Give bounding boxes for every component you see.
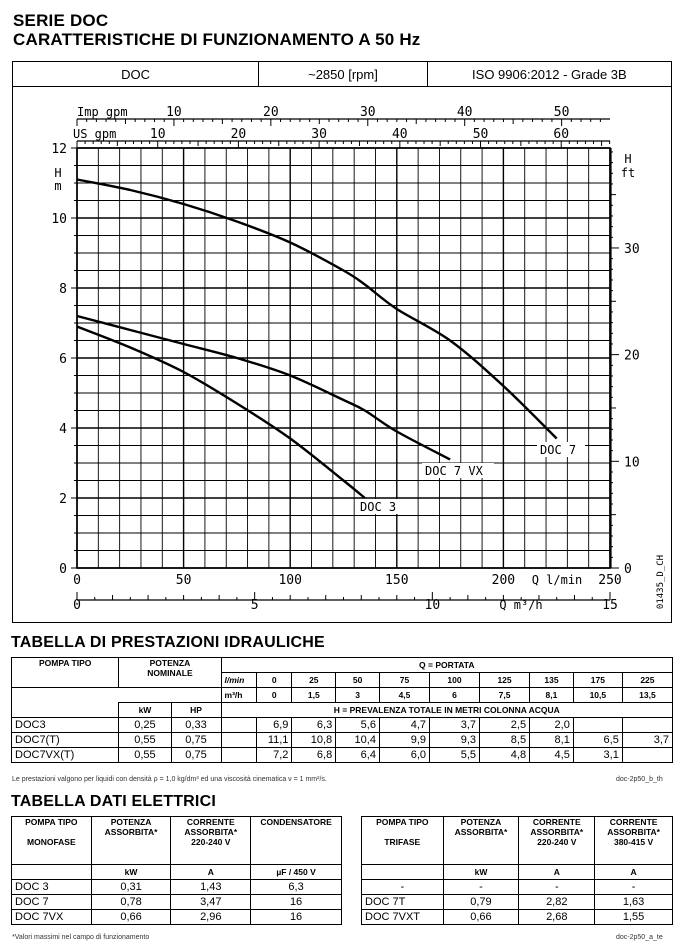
table-cell: 3,1 bbox=[573, 748, 622, 763]
ft-tick-label: 10 bbox=[624, 455, 640, 471]
hyd-q-lmin: 75 bbox=[379, 673, 429, 688]
hyd-q-m3h: 7,5 bbox=[480, 688, 530, 703]
table-cell: 8,1 bbox=[530, 733, 574, 748]
tri-power-l2: ASSORBITA* bbox=[454, 827, 508, 837]
imp-gpm-label: Imp gpm bbox=[77, 105, 128, 119]
table-cell: 11,1 bbox=[256, 733, 291, 748]
ft-zero-label: 0 bbox=[624, 562, 632, 577]
header-model: DOC bbox=[13, 62, 259, 86]
chart-curves bbox=[77, 180, 557, 499]
ft-axis-label-ft: ft bbox=[620, 166, 636, 180]
hyd-q-m3h: 1,5 bbox=[292, 688, 336, 703]
tri-power-l1: POTENZA bbox=[460, 817, 502, 827]
mono-col-cap: CONDENSATORE bbox=[251, 817, 342, 865]
table-cell: 2,82 bbox=[519, 895, 595, 910]
tri-current1-l1: CORRENTE bbox=[532, 817, 581, 827]
hyd-q-lmin: 0 bbox=[256, 673, 291, 688]
table-cell: - bbox=[362, 880, 444, 895]
tri-unit-kw: kW bbox=[443, 865, 519, 880]
m3h-tick-label: 0 bbox=[73, 598, 81, 613]
x-tick-label: 100 bbox=[278, 573, 302, 588]
table-cell: 6,9 bbox=[256, 718, 291, 733]
tri-pump-sub: TRIFASE bbox=[384, 837, 421, 847]
us-gpm-tick-label: 20 bbox=[230, 127, 247, 142]
m3h-tick-label: 5 bbox=[250, 598, 259, 613]
table-cell: 0,33 bbox=[171, 718, 221, 733]
mono-pump-sub: MONOFASE bbox=[27, 837, 76, 847]
hyd-q-m3h: 10,5 bbox=[573, 688, 622, 703]
electrical-mono-table bbox=[11, 816, 342, 925]
hyd-unit-kw: kW bbox=[119, 703, 171, 718]
m3h-axis-label: Q m³/h bbox=[499, 598, 543, 612]
table-cell: 5,5 bbox=[430, 748, 480, 763]
table-cell: 5,6 bbox=[336, 718, 380, 733]
imp-gpm-tick-label: 30 bbox=[359, 105, 376, 120]
x-tick-label: 250 bbox=[598, 573, 622, 588]
electrical-note: *Valori massimi nel campo di funzionamento bbox=[12, 934, 150, 941]
table-cell: 4,8 bbox=[480, 748, 530, 763]
y-tick-label: 12 bbox=[51, 142, 67, 157]
tri-col-power bbox=[443, 817, 519, 865]
ft-tick-label: 20 bbox=[624, 348, 640, 364]
hyd-q-lmin: 100 bbox=[430, 673, 480, 688]
curve-doc-3 bbox=[77, 327, 365, 499]
x-tick-label: 200 bbox=[491, 573, 516, 588]
table-cell: 6,3 bbox=[292, 718, 336, 733]
tri-current1-v: 220-240 V bbox=[537, 837, 577, 847]
tri-current2-l1: CORRENTE bbox=[609, 817, 658, 827]
mono-current-l2: ASSORBITA* bbox=[184, 827, 238, 837]
hydraulic-note: Le prestazioni valgono per liquidi con densità ρ = 1,0 kg/dm³ ed una viscosità cinematica ν = 1 mm²/s. bbox=[12, 776, 327, 783]
table-cell: 1,55 bbox=[595, 910, 673, 925]
table-cell: 6,3 bbox=[251, 880, 342, 895]
table-cell: 6,8 bbox=[292, 748, 336, 763]
table-cell bbox=[622, 748, 672, 763]
hyd-q-lmin: 25 bbox=[292, 673, 336, 688]
table-cell: 3,7 bbox=[622, 733, 672, 748]
mono-power-l1: POTENZA bbox=[110, 817, 152, 827]
y-tick-label: 10 bbox=[51, 212, 67, 227]
table-cell: 0,79 bbox=[443, 895, 519, 910]
hyd-q-lmin: 175 bbox=[573, 673, 622, 688]
hyd-q-m3h: 13,5 bbox=[622, 688, 672, 703]
hyd-unit-hp: HP bbox=[171, 703, 221, 718]
table-cell: DOC7VX(T) bbox=[12, 748, 119, 763]
table-cell: 0,78 bbox=[91, 895, 171, 910]
curve-doc-7-vx bbox=[77, 316, 450, 460]
table-cell: 2,68 bbox=[519, 910, 595, 925]
tri-unit-a1: A bbox=[519, 865, 595, 880]
hyd-q-lmin: 50 bbox=[336, 673, 380, 688]
table-cell: 7,2 bbox=[256, 748, 291, 763]
table-cell: 10,4 bbox=[336, 733, 380, 748]
table-cell: 0,66 bbox=[443, 910, 519, 925]
y-axis-label-h: H bbox=[54, 166, 62, 180]
mono-col-pump bbox=[12, 817, 92, 865]
x-tick-label: 150 bbox=[385, 573, 409, 588]
table-cell: 6,4 bbox=[336, 748, 380, 763]
imp-gpm-tick-label: 20 bbox=[263, 105, 279, 120]
hyd-col-pump: POMPA TIPO bbox=[12, 658, 119, 688]
us-gpm-tick-label: 40 bbox=[391, 127, 408, 142]
table-row bbox=[12, 748, 673, 763]
table-cell: 0,66 bbox=[91, 910, 171, 925]
x-tick-label: 0 bbox=[73, 573, 81, 588]
hyd-q-m3h: 8,1 bbox=[530, 688, 574, 703]
ft-axis-label-h: H bbox=[624, 152, 632, 166]
electrical-code: doc-2p50_a_te bbox=[616, 934, 663, 941]
electrical-heading: TABELLA DATI ELETTRICI bbox=[11, 793, 216, 810]
hyd-q-lmin: 225 bbox=[622, 673, 672, 688]
table-cell: 9,9 bbox=[379, 733, 429, 748]
y-tick-label: 4 bbox=[59, 422, 67, 437]
imp-gpm-tick-label: 10 bbox=[166, 105, 182, 120]
mono-unit-a: A bbox=[171, 865, 251, 880]
hydraulic-code: doc-2p50_b_th bbox=[616, 776, 663, 783]
hyd-q-lmin: 135 bbox=[530, 673, 574, 688]
hyd-power-line1: POTENZA bbox=[149, 658, 191, 668]
curve-label: DOC 3 bbox=[360, 500, 397, 514]
x-axis-label: Q l/min bbox=[531, 573, 583, 587]
hydraulic-heading: TABELLA DI PRESTAZIONI IDRAULICHE bbox=[11, 634, 325, 651]
tri-pump-label: POMPA TIPO bbox=[376, 817, 429, 827]
table-cell: DOC 7VX bbox=[12, 910, 92, 925]
table-cell: DOC 7VXT bbox=[362, 910, 444, 925]
table-cell bbox=[221, 733, 256, 748]
table-cell: - bbox=[595, 880, 673, 895]
us-gpm-tick-label: 10 bbox=[149, 127, 166, 142]
table-cell: 0,75 bbox=[171, 748, 221, 763]
hyd-q-m3h: 3 bbox=[336, 688, 380, 703]
mono-power-l2: ASSORBITA* bbox=[104, 827, 158, 837]
mono-unit-cap: µF / 450 V bbox=[251, 865, 342, 880]
x-tick-label: 50 bbox=[175, 573, 192, 588]
mono-col-current bbox=[171, 817, 251, 865]
table-cell: 0,55 bbox=[119, 748, 171, 763]
table-row bbox=[12, 718, 673, 733]
y-tick-label: 8 bbox=[59, 282, 67, 297]
chart-axes bbox=[71, 119, 622, 600]
table-cell bbox=[221, 748, 256, 763]
side-code: 01435_D_CH bbox=[656, 554, 666, 610]
hyd-q-m3h: 0 bbox=[256, 688, 291, 703]
table-cell: 2,5 bbox=[480, 718, 530, 733]
table-cell: 16 bbox=[251, 895, 342, 910]
mono-col-power bbox=[91, 817, 171, 865]
table-cell: DOC7(T) bbox=[12, 733, 119, 748]
table-row bbox=[12, 910, 342, 925]
table-cell: 2,0 bbox=[530, 718, 574, 733]
y-tick-label: 2 bbox=[59, 492, 67, 507]
hyd-unit-lmin: l/min bbox=[221, 673, 256, 688]
imp-gpm-tick-label: 50 bbox=[553, 105, 570, 120]
tri-current1-l2: ASSORBITA* bbox=[530, 827, 584, 837]
table-row bbox=[12, 895, 342, 910]
tri-current2-l2: ASSORBITA* bbox=[607, 827, 660, 837]
tri-unit-a2: A bbox=[595, 865, 673, 880]
hyd-q-m3h: 4,5 bbox=[379, 688, 429, 703]
table-row bbox=[362, 910, 673, 925]
hyd-col-power bbox=[119, 658, 221, 688]
table-row bbox=[12, 733, 673, 748]
table-cell: 4,5 bbox=[530, 748, 574, 763]
ft-tick-label: 30 bbox=[624, 241, 640, 257]
hyd-power-line2: NOMINALE bbox=[147, 668, 193, 678]
table-row bbox=[362, 880, 673, 895]
title-line2: CARATTERISTICHE DI FUNZIONAMENTO A 50 Hz bbox=[13, 30, 421, 49]
hyd-q-lmin: 125 bbox=[480, 673, 530, 688]
m3h-tick-label: 15 bbox=[602, 598, 618, 613]
table-cell: 8,5 bbox=[480, 733, 530, 748]
mono-current-l1: CORRENTE bbox=[186, 817, 235, 827]
table-cell: 0,75 bbox=[171, 733, 221, 748]
tri-col-pump bbox=[362, 817, 444, 865]
y-axis-label-m: m bbox=[54, 179, 62, 193]
table-cell: 10,8 bbox=[292, 733, 336, 748]
table-cell bbox=[221, 718, 256, 733]
header-speed: ~2850 [rpm] bbox=[259, 62, 427, 86]
table-cell: DOC 7 bbox=[12, 895, 92, 910]
mono-pump-label: POMPA TIPO bbox=[25, 817, 78, 827]
imp-gpm-tick-label: 40 bbox=[456, 105, 473, 120]
us-gpm-tick-label: 60 bbox=[553, 127, 570, 142]
table-cell: 1,63 bbox=[595, 895, 673, 910]
table-cell: 3,7 bbox=[430, 718, 480, 733]
table-cell: DOC 3 bbox=[12, 880, 92, 895]
table-cell: DOC3 bbox=[12, 718, 119, 733]
mono-current-v: 220-240 V bbox=[191, 837, 231, 847]
table-cell: 4,7 bbox=[379, 718, 429, 733]
title-line1: SERIE DOC bbox=[13, 11, 109, 30]
table-cell: 0,31 bbox=[91, 880, 171, 895]
table-cell: DOC 7T bbox=[362, 895, 444, 910]
table-cell: 3,47 bbox=[171, 895, 251, 910]
table-cell: - bbox=[443, 880, 519, 895]
tri-col-current2 bbox=[595, 817, 673, 865]
table-cell: 1,43 bbox=[171, 880, 251, 895]
table-cell: 0,25 bbox=[119, 718, 171, 733]
m3h-tick-label: 10 bbox=[424, 598, 441, 613]
table-cell: 6,0 bbox=[379, 748, 429, 763]
table-row bbox=[362, 895, 673, 910]
us-gpm-tick-label: 50 bbox=[472, 127, 489, 142]
table-cell: 9,3 bbox=[430, 733, 480, 748]
hyd-q-m3h: 6 bbox=[430, 688, 480, 703]
us-gpm-tick-label: 30 bbox=[311, 127, 327, 142]
hyd-h-label: H = PREVALENZA TOTALE IN METRI COLONNA ACQUA bbox=[221, 703, 672, 718]
y-tick-label: 6 bbox=[59, 352, 67, 367]
hyd-unit-m3h: m³/h bbox=[221, 688, 256, 703]
electrical-tri-table bbox=[361, 816, 673, 925]
tri-col-current1 bbox=[519, 817, 595, 865]
y-tick-label: 0 bbox=[59, 562, 67, 577]
table-cell: 0,55 bbox=[119, 733, 171, 748]
table-cell: 16 bbox=[251, 910, 342, 925]
hyd-col-q: Q = PORTATA bbox=[221, 658, 672, 673]
chart-labels bbox=[51, 105, 666, 613]
table-cell: 6,5 bbox=[573, 733, 622, 748]
table-cell bbox=[573, 718, 622, 733]
us-gpm-label: US gpm bbox=[73, 127, 117, 141]
hydraulic-table bbox=[11, 657, 673, 763]
table-row bbox=[12, 880, 342, 895]
curve-label: DOC 7 bbox=[540, 443, 577, 457]
table-cell bbox=[622, 718, 672, 733]
curve-label: DOC 7 VX bbox=[425, 464, 483, 478]
table-cell: 2,96 bbox=[171, 910, 251, 925]
header-standard: ISO 9906:2012 - Grade 3B bbox=[472, 66, 627, 82]
mono-unit-kw: kW bbox=[91, 865, 171, 880]
tri-current2-v: 380-415 V bbox=[613, 837, 654, 847]
table-cell: - bbox=[519, 880, 595, 895]
